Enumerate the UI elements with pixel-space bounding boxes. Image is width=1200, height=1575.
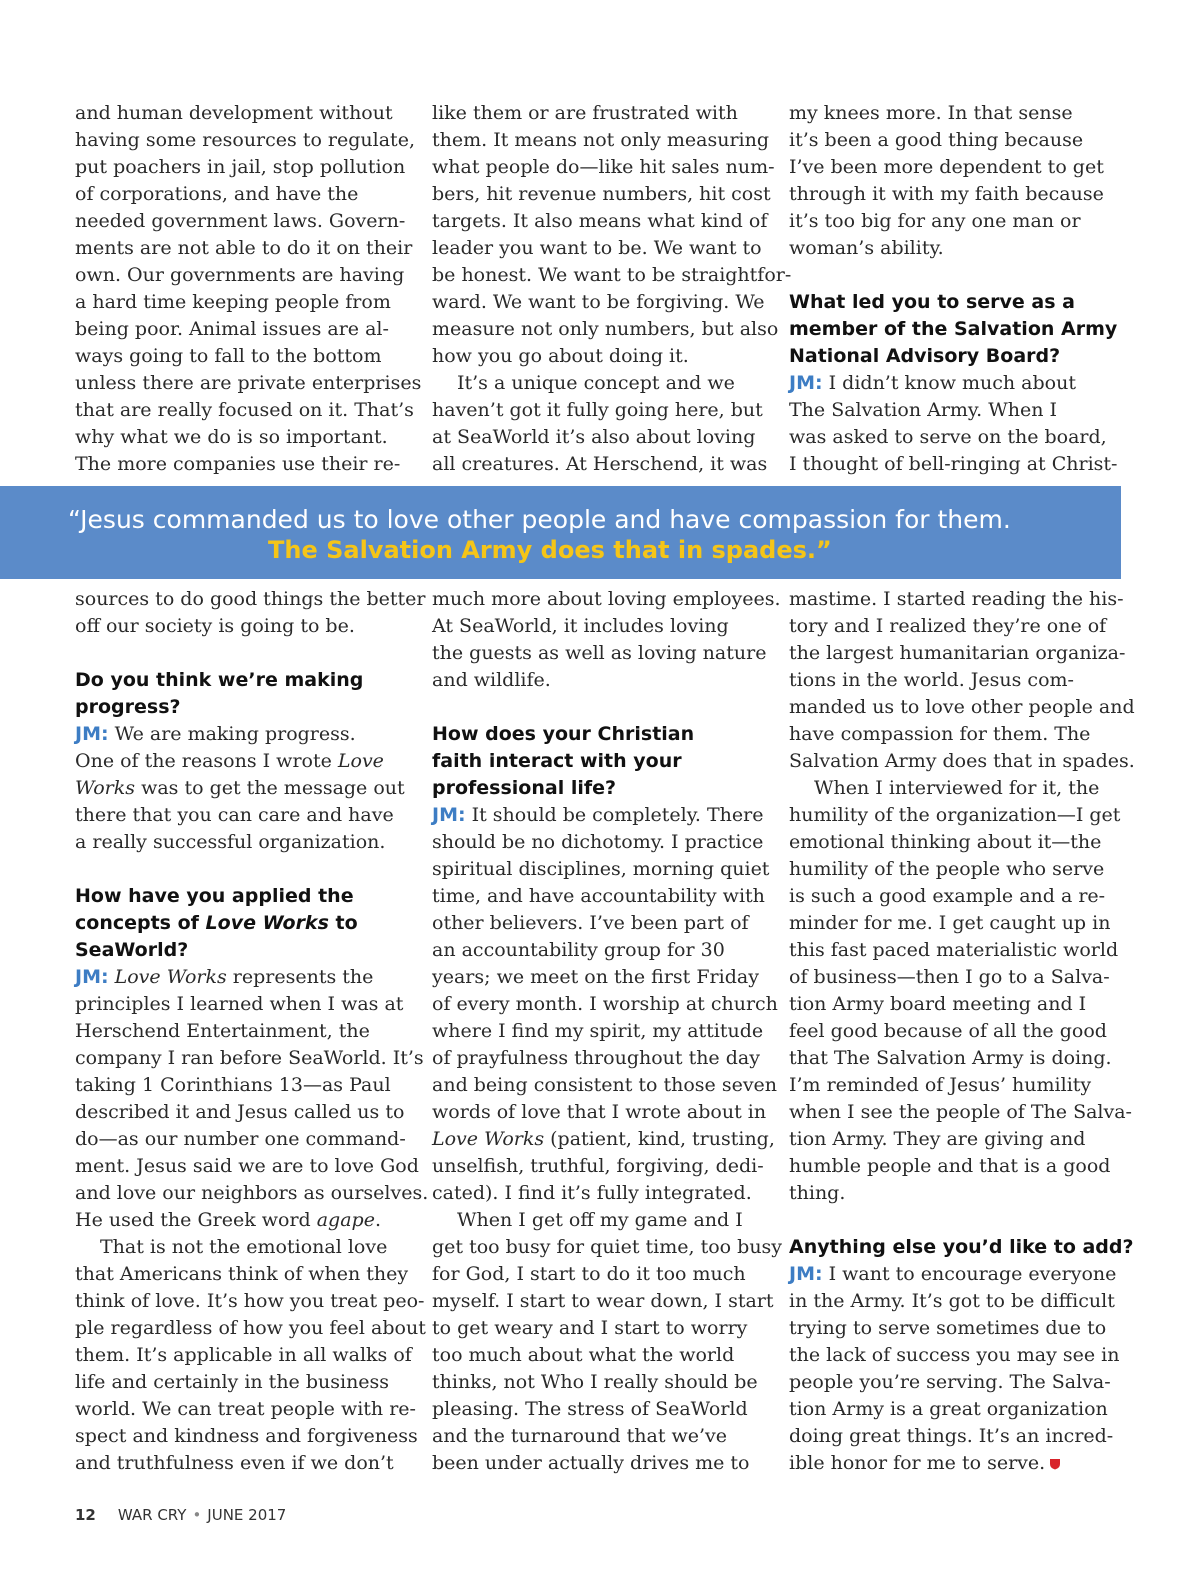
- body-line: thinks, not Who I really should be: [432, 1371, 758, 1393]
- body-line: the largest humanitarian organiza-: [789, 642, 1126, 664]
- question-heading: [75, 910, 420, 937]
- body-line: pleasing. The stress of SeaWorld: [432, 1398, 748, 1420]
- body-line: time, and have accountability with: [432, 885, 765, 907]
- pull-quote-line-1: “Jesus commanded us to love other people and have compassion for them.: [68, 505, 1011, 534]
- jm-label: JM:: [789, 372, 823, 394]
- body-line: having some resources to regulate,: [75, 129, 415, 151]
- body-line: think of love. It’s how you treat peo-: [75, 1290, 425, 1312]
- body-line: doing great things. It’s an incred-: [789, 1425, 1114, 1447]
- answer-text: He used the Greek word: [75, 1209, 317, 1231]
- body-line: spect and kindness and forgiveness: [75, 1425, 418, 1447]
- body-line: my knees more. In that sense: [789, 102, 1073, 124]
- body-line: much more about loving employees.: [432, 588, 781, 610]
- question-heading: Do you think we’re making: [75, 669, 364, 691]
- question-heading: faith interact with your: [432, 750, 682, 772]
- body-line: an accountability group for 30: [432, 939, 725, 961]
- body-line: there that you can care and have: [75, 804, 394, 826]
- body-line: been under actually drives me to: [432, 1452, 750, 1474]
- body-line: cated). I find it’s fully integrated.: [432, 1182, 752, 1204]
- body-line: At SeaWorld, it includes loving: [432, 615, 729, 637]
- answer-text: was to get the message out: [135, 777, 405, 799]
- body-line: in the Army. It’s got to be difficult: [789, 1290, 1115, 1312]
- book-title: Love Works: [432, 1128, 545, 1150]
- jm-label: JM:: [432, 804, 466, 826]
- answer-text: One of the reasons I wrote: [75, 750, 332, 772]
- body-line: The Salvation Army. When I: [789, 399, 1058, 421]
- body-line: mastime. I started reading the his-: [789, 588, 1124, 610]
- body-line: That is not the emotional love: [100, 1236, 388, 1258]
- jm-label: JM:: [75, 966, 109, 988]
- body-line: all creatures. At Herschend, it was: [432, 453, 768, 475]
- body-line: ways going to fall to the bottom: [75, 345, 382, 367]
- body-line: needed government laws. Govern-: [75, 210, 406, 232]
- answer-text: I didn’t know much about: [822, 372, 1076, 394]
- body-line: spiritual disciplines, morning quiet: [432, 858, 770, 880]
- body-line: like them or are frustrated with: [432, 102, 738, 124]
- body-line: that are really focused on it. That’s: [75, 399, 414, 421]
- body-line: years; we meet on the first Friday: [432, 966, 759, 988]
- body-line: manded us to love other people and: [789, 696, 1135, 718]
- body-line: at SeaWorld it’s also about loving: [432, 426, 756, 448]
- body-line: is such a good example and a re-: [789, 885, 1106, 907]
- column-3-top: [789, 100, 1134, 478]
- body-line: get too busy for quiet time, too busy: [432, 1236, 783, 1258]
- jm-label: JM:: [75, 723, 109, 745]
- body-line: thing.: [789, 1182, 846, 1204]
- body-line: where I find my spirit, my attitude: [432, 1020, 764, 1042]
- body-line: It’s a unique concept and we: [457, 372, 735, 394]
- magazine-name: WAR CRY: [117, 1506, 187, 1524]
- page-footer: [75, 1506, 286, 1524]
- issue-date: JUNE 2017: [207, 1506, 287, 1524]
- body-line: a hard time keeping people from: [75, 291, 391, 313]
- question-text: to: [328, 912, 358, 934]
- question-heading: progress?: [75, 696, 181, 718]
- body-line: it’s too big for any one man or: [789, 210, 1081, 232]
- body-line: why what we do is so important.: [75, 426, 388, 448]
- body-line: unselfish, truthful, forgiving, dedi-: [432, 1155, 764, 1177]
- body-line: [75, 775, 420, 802]
- body-line: to get weary and I start to worry: [432, 1317, 748, 1339]
- body-line: humility of the people who serve: [789, 858, 1105, 880]
- book-title: Love Works: [205, 912, 329, 934]
- body-line: described it and Jesus called us to: [75, 1101, 405, 1123]
- body-line: I’m reminded of Jesus’ humility: [789, 1074, 1092, 1096]
- body-line: myself. I start to wear down, I start: [432, 1290, 774, 1312]
- body-line: tory and I realized they’re one of: [789, 615, 1107, 637]
- body-line: own. Our governments are having: [75, 264, 405, 286]
- body-line: I thought of bell-ringing at Christ-: [789, 453, 1118, 475]
- body-line: measure not only numbers, but also: [432, 318, 779, 340]
- body-line: humble people and that is a good: [789, 1155, 1111, 1177]
- body-line: them. It means not only measuring: [432, 129, 770, 151]
- answer-text: I want to encourage everyone: [822, 1263, 1117, 1285]
- book-title: Works: [75, 777, 136, 799]
- body-line: that The Salvation Army is doing.: [789, 1047, 1112, 1069]
- body-line: leader you want to be. We want to: [432, 237, 762, 259]
- body-line: The more companies use their re-: [75, 453, 401, 475]
- question-heading: What led you to serve as a: [789, 291, 1075, 313]
- body-line: being poor. Animal issues are al-: [75, 318, 389, 340]
- question-heading: How does your Christian: [432, 723, 695, 745]
- body-line: woman’s ability.: [789, 237, 944, 259]
- body-line: haven’t got it fully going here, but: [432, 399, 763, 421]
- body-line: and human development without: [75, 102, 393, 124]
- body-line: unless there are private enterprises: [75, 372, 422, 394]
- answer-text: .: [374, 1209, 382, 1231]
- body-line: I’ve been more dependent to get: [789, 156, 1104, 178]
- body-line: tion Army is a great organization: [789, 1398, 1108, 1420]
- body-line: principles I learned when I was at: [75, 993, 404, 1015]
- body-line: When I get off my game and I: [457, 1209, 743, 1231]
- body-line: sources to do good things the better: [75, 588, 426, 610]
- body-line: of business—then I go to a Salva-: [789, 966, 1110, 988]
- greek-word: agape: [316, 1209, 375, 1231]
- answer-line: [75, 964, 420, 991]
- shield-end-icon: [1049, 1458, 1061, 1470]
- body-line: taking 1 Corinthians 13—as Paul: [75, 1074, 391, 1096]
- answer-text: (patient, kind, trusting,: [544, 1128, 775, 1150]
- body-line: Herschend Entertainment, the: [75, 1020, 370, 1042]
- column-3-bottom: [789, 586, 1134, 1477]
- body-line: company I ran before SeaWorld. It’s: [75, 1047, 424, 1069]
- body-line: was asked to serve on the board,: [789, 426, 1107, 448]
- body-line: tion Army. They are giving and: [789, 1128, 1086, 1150]
- body-line: life and certainly in the business: [75, 1371, 390, 1393]
- answer-text: We are making progress.: [108, 723, 356, 745]
- column-2-top: [432, 100, 792, 478]
- body-line: and the turnaround that we’ve: [432, 1425, 728, 1447]
- body-line: and wildlife.: [432, 669, 551, 691]
- body-line: trying to serve sometimes due to: [789, 1317, 1107, 1339]
- body-line: and truthfulness even if we don’t: [75, 1452, 394, 1474]
- body-line: tions in the world. Jesus com-: [789, 669, 1074, 691]
- book-title: Love: [337, 750, 384, 772]
- body-line: and love our neighbors as ourselves.: [75, 1182, 429, 1204]
- body-line: of prayfulness throughout the day: [432, 1047, 760, 1069]
- answer-text: represents the: [226, 966, 374, 988]
- body-line: [789, 1450, 1134, 1477]
- body-line: feel good because of all the good: [789, 1020, 1107, 1042]
- body-line: other believers. I’ve been part of: [432, 912, 749, 934]
- page-number: 12: [75, 1506, 96, 1524]
- body-line: When I interviewed for it, the: [814, 777, 1100, 799]
- body-line: for God, I start to do it too much: [432, 1263, 746, 1285]
- body-line: [75, 748, 420, 775]
- answer-line: [75, 721, 420, 748]
- body-line: should be no dichotomy. I practice: [432, 831, 764, 853]
- body-line: a really successful organization.: [75, 831, 386, 853]
- answer-text: It should be completely. There: [465, 804, 764, 826]
- question-text: concepts of: [75, 912, 206, 934]
- body-line: what people do—like hit sales num-: [432, 156, 775, 178]
- body-line: bers, hit revenue numbers, hit cost: [432, 183, 771, 205]
- body-line: put poachers in jail, stop pollution: [75, 156, 406, 178]
- body-line: that Americans think of when they: [75, 1263, 409, 1285]
- question-heading: member of the Salvation Army: [789, 318, 1118, 340]
- body-line: be honest. We want to be straightfor-: [432, 264, 792, 286]
- body-line: it’s been a good thing because: [789, 129, 1084, 151]
- body-line: emotional thinking about it—the: [789, 831, 1102, 853]
- body-line: ple regardless of how you feel about: [75, 1317, 426, 1339]
- column-1-bottom: [75, 586, 429, 1477]
- body-line: ward. We want to be forgiving. We: [432, 291, 765, 313]
- body-line: words of love that I wrote about in: [432, 1101, 767, 1123]
- question-heading: Anything else you’d like to add?: [789, 1236, 1134, 1258]
- pull-quote-band: [0, 486, 1121, 579]
- jm-label: JM:: [789, 1263, 823, 1285]
- body-line: ments are not able to do it on their: [75, 237, 413, 259]
- body-line: tion Army board meeting and I: [789, 993, 1087, 1015]
- body-line: ment. Jesus said we are to love God: [75, 1155, 419, 1177]
- body-line: of corporations, and have the: [75, 183, 359, 205]
- question-heading: professional life?: [432, 777, 617, 799]
- body-line: have compassion for them. The: [789, 723, 1091, 745]
- book-title: Love Works: [114, 966, 227, 988]
- body-line: humility of the organization—I get: [789, 804, 1121, 826]
- body-line: minder for me. I get caught up in: [789, 912, 1111, 934]
- column-1-top: [75, 100, 420, 478]
- pull-quote-line-2: The Salvation Army does that in spades.”: [268, 536, 832, 564]
- answer-line: [789, 370, 1134, 397]
- body-line: when I see the people of The Salva-: [789, 1101, 1132, 1123]
- body-line: targets. It also means what kind of: [432, 210, 768, 232]
- body-line: people you’re serving. The Salva-: [789, 1371, 1111, 1393]
- body-line: and being consistent to those seven: [432, 1074, 778, 1096]
- body-line: through it with my faith because: [789, 183, 1104, 205]
- body-line: [432, 1126, 777, 1153]
- body-line: the guests as well as loving nature: [432, 642, 767, 664]
- body-line: how you go about doing it.: [432, 345, 689, 367]
- body-line: of every month. I worship at church: [432, 993, 778, 1015]
- body-line: world. We can treat people with re-: [75, 1398, 416, 1420]
- body-line: them. It’s applicable in all walks of: [75, 1344, 412, 1366]
- footer-separator: •: [192, 1506, 202, 1524]
- body-line: the lack of success you may see in: [789, 1344, 1120, 1366]
- body-line: Salvation Army does that in spades.: [789, 750, 1135, 772]
- column-2-bottom: [432, 586, 783, 1477]
- body-line: too much about what the world: [432, 1344, 735, 1366]
- answer-line: [432, 802, 777, 829]
- answer-line: [789, 1261, 1134, 1288]
- body-line: this fast paced materialistic world: [789, 939, 1119, 961]
- question-heading: How have you applied the: [75, 885, 354, 907]
- answer-text: ible honor for me to serve.: [789, 1452, 1046, 1474]
- body-line: do—as our number one command-: [75, 1128, 406, 1150]
- body-line: [75, 1207, 420, 1234]
- body-line: off our society is going to be.: [75, 615, 355, 637]
- question-heading: National Advisory Board?: [789, 345, 1061, 367]
- question-heading: SeaWorld?: [75, 939, 189, 961]
